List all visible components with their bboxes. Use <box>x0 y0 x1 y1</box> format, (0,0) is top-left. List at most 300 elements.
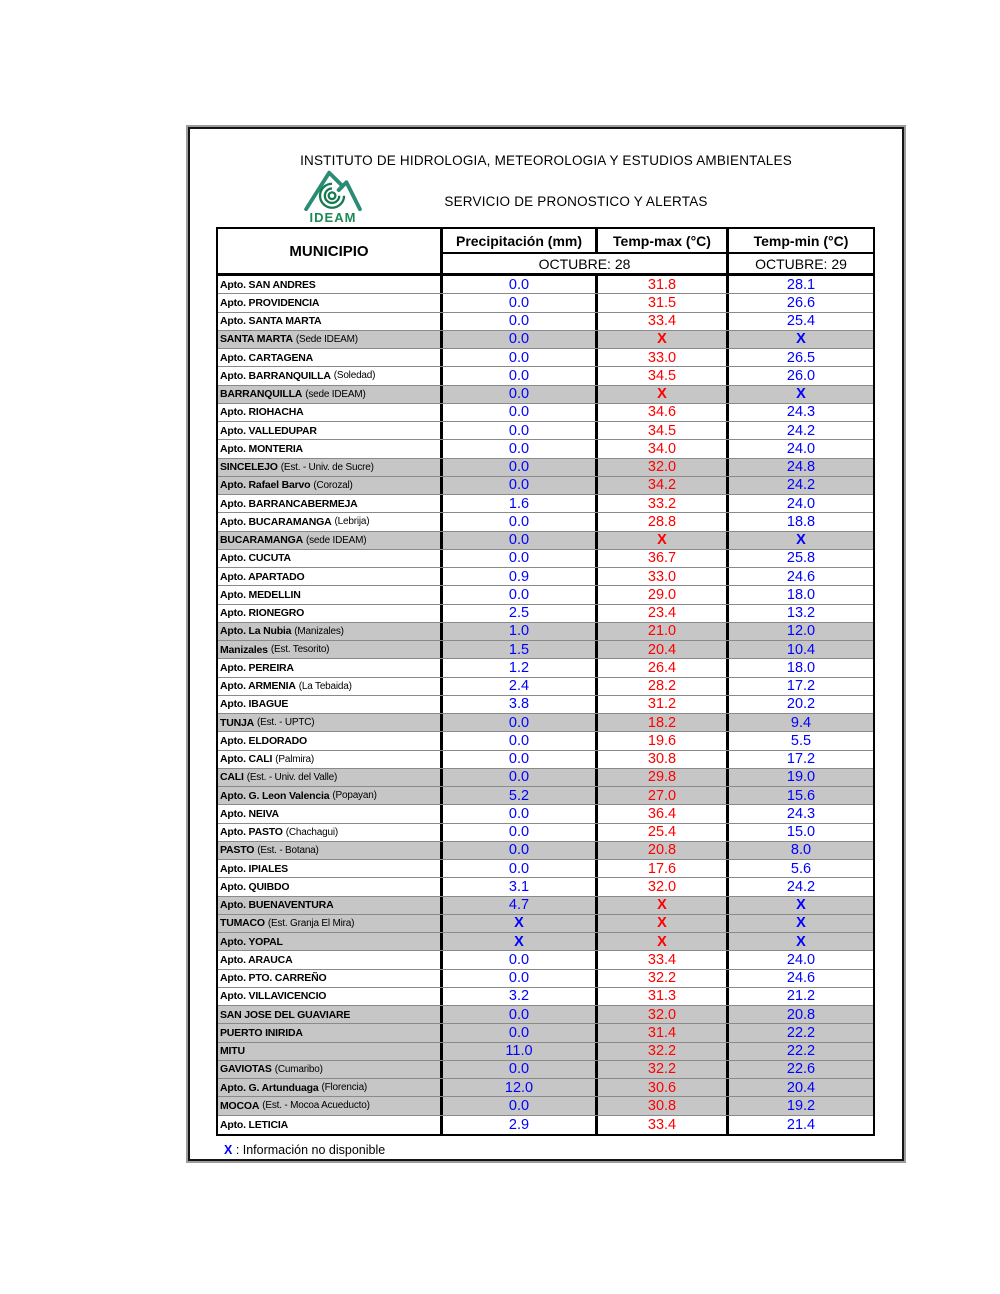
table-row <box>218 696 873 714</box>
municipio-cell <box>218 459 443 476</box>
table-row <box>218 605 873 623</box>
municipio-cell <box>218 641 443 658</box>
municipio-cell <box>218 513 443 530</box>
municipio-name: Apto. RIOHACHA <box>220 406 304 419</box>
tmin-value: 18.8 <box>786 513 816 530</box>
table-row <box>218 988 873 1006</box>
municipio-cell <box>218 970 443 987</box>
tmax-value: 32.2 <box>598 970 729 987</box>
table-row <box>218 951 873 969</box>
municipio-note: (Corozal) <box>313 479 353 491</box>
tmin-value: 20.4 <box>786 1079 816 1096</box>
municipio-cell <box>218 550 443 567</box>
tmin-value: 22.2 <box>786 1024 816 1041</box>
tmax-value: 30.8 <box>598 1097 729 1114</box>
table-row <box>218 1079 873 1097</box>
municipio-name: CALI <box>220 771 244 784</box>
table-row <box>218 276 873 294</box>
legend-text: : Información no disponible <box>232 1143 386 1157</box>
municipio-cell <box>218 842 443 859</box>
municipio-name: BUCARAMANGA <box>220 534 303 547</box>
date-header-octubre-29: OCTUBRE: 29 <box>755 255 847 272</box>
precip-value: 1.6 <box>443 495 598 512</box>
precip-value: 0.0 <box>443 276 598 293</box>
tmax-value: 27.0 <box>598 787 729 804</box>
tmin-value: 12.0 <box>786 623 816 640</box>
precip-value: 0.0 <box>443 386 598 403</box>
table-row <box>218 860 873 878</box>
tmin-value: 19.0 <box>786 769 816 786</box>
municipio-note: (Florencia) <box>321 1082 368 1094</box>
legend-x-symbol: X <box>224 1143 233 1157</box>
precip-value: 2.9 <box>443 1116 598 1134</box>
tmax-value: 34.5 <box>598 422 729 439</box>
table-row <box>218 970 873 988</box>
municipio-cell <box>218 440 443 457</box>
municipio-name: Apto. MONTERIA <box>220 442 303 455</box>
municipio-cell <box>218 897 443 914</box>
tmax-value: 25.4 <box>598 824 729 841</box>
precip-value: 0.0 <box>443 1061 598 1078</box>
tmin-value: 24.2 <box>786 422 816 439</box>
municipio-name: MITU <box>220 1045 245 1058</box>
municipio-name: Apto. NEIVA <box>220 807 279 820</box>
municipio-cell <box>218 404 443 421</box>
tmax-value: X <box>598 933 729 950</box>
municipio-cell <box>218 988 443 1005</box>
tmax-value: 31.4 <box>598 1024 729 1041</box>
municipio-cell <box>218 605 443 622</box>
tmin-value: 24.2 <box>786 878 816 895</box>
precip-value: 0.0 <box>443 532 598 549</box>
municipio-name: Apto. BUCARAMANGA <box>220 515 332 528</box>
precip-value: 0.0 <box>443 970 598 987</box>
tmin-value: 24.0 <box>786 440 816 457</box>
municipio-cell <box>218 294 443 311</box>
tmax-value: 18.2 <box>598 714 729 731</box>
table-row <box>218 915 873 933</box>
municipio-cell <box>218 568 443 585</box>
municipio-cell <box>218 331 443 348</box>
municipio-name: Apto. IBAGUE <box>220 698 289 711</box>
tmax-value: X <box>598 532 729 549</box>
tmax-value: 29.0 <box>598 586 729 603</box>
precip-value: 12.0 <box>443 1079 598 1096</box>
precip-value: 2.5 <box>443 605 598 622</box>
municipio-cell <box>218 276 443 293</box>
municipio-name: Apto. PEREIRA <box>220 661 294 674</box>
municipio-cell <box>218 532 443 549</box>
municipio-cell <box>218 860 443 877</box>
table-body <box>216 273 875 1136</box>
precip-value: 11.0 <box>443 1043 598 1060</box>
municipio-cell <box>218 751 443 768</box>
municipio-cell <box>218 586 443 603</box>
tmin-value: 24.0 <box>786 951 816 968</box>
tmin-value: 21.4 <box>786 1116 816 1133</box>
municipio-cell <box>218 495 443 512</box>
table-row <box>218 568 873 586</box>
tmin-value: 18.0 <box>786 659 816 676</box>
precip-value: 1.5 <box>443 641 598 658</box>
tmin-value: 5.5 <box>790 732 812 749</box>
precip-value: 3.2 <box>443 988 598 1005</box>
precip-value: 0.0 <box>443 769 598 786</box>
municipio-note: (sede IDEAM) <box>305 388 366 400</box>
municipio-name: Apto. Rafael Barvo <box>220 479 311 492</box>
municipio-cell <box>218 769 443 786</box>
forecast-table <box>216 227 875 1136</box>
institute-title: INSTITUTO DE HIDROLOGIA, METEOROLOGIA Y ESTUDIOS AMBIENTALES <box>300 153 792 168</box>
tmax-value: 32.0 <box>598 878 729 895</box>
precip-value: 0.9 <box>443 568 598 585</box>
tmin-value: 5.6 <box>790 860 812 877</box>
precip-value: 0.0 <box>443 367 598 384</box>
tmax-value: 32.2 <box>598 1061 729 1078</box>
table-row <box>218 897 873 915</box>
municipio-name: Apto. CARTAGENA <box>220 351 314 364</box>
municipio-cell <box>218 1116 443 1134</box>
tmin-value: X <box>796 915 806 932</box>
table-row <box>218 1024 873 1042</box>
municipio-note: (Sede IDEAM) <box>295 333 358 345</box>
tmax-value: 23.4 <box>598 605 729 622</box>
municipio-note: (Manizales) <box>294 625 344 637</box>
document-page <box>188 127 904 1161</box>
tmax-value: 19.6 <box>598 732 729 749</box>
tmin-value: 20.2 <box>786 696 816 713</box>
municipio-name: Apto. VALLEDUPAR <box>220 424 317 437</box>
tmin-value: 21.2 <box>786 988 816 1005</box>
precip-value: 3.1 <box>443 878 598 895</box>
tmin-value: 25.4 <box>786 313 816 330</box>
table-row <box>218 313 873 331</box>
municipio-name: Apto. SANTA MARTA <box>220 315 322 328</box>
precip-value: 0.0 <box>443 1097 598 1114</box>
tmax-value: 32.0 <box>598 459 729 476</box>
municipio-name: Apto. QUIBDO <box>220 880 290 893</box>
table-row <box>218 769 873 787</box>
tmin-value: 15.0 <box>786 824 816 841</box>
table-row <box>218 550 873 568</box>
tmin-value: 22.2 <box>786 1043 816 1060</box>
municipio-cell <box>218 696 443 713</box>
precip-value: 0.0 <box>443 1024 598 1041</box>
municipio-name: GAVIOTAS <box>220 1063 272 1076</box>
ideam-logo-text: IDEAM <box>309 210 357 225</box>
municipio-name: Apto. CALI <box>220 753 273 766</box>
tmax-value: 20.4 <box>598 641 729 658</box>
municipio-cell <box>218 349 443 366</box>
tmin-value: 17.2 <box>786 751 816 768</box>
municipio-cell <box>218 951 443 968</box>
precip-value: 0.0 <box>443 331 598 348</box>
municipio-name: Apto. SAN ANDRES <box>220 278 316 291</box>
municipio-name: Apto. ARAUCA <box>220 953 293 966</box>
precip-value: 0.0 <box>443 440 598 457</box>
municipio-cell <box>218 787 443 804</box>
precip-value: 0.0 <box>443 732 598 749</box>
table-row <box>218 349 873 367</box>
table-row <box>218 805 873 823</box>
tmax-value: 21.0 <box>598 623 729 640</box>
municipio-note: (Est. - Botana) <box>257 844 319 856</box>
precip-value: 0.0 <box>443 951 598 968</box>
tmax-value: 31.8 <box>598 276 729 293</box>
precip-value: 5.2 <box>443 787 598 804</box>
municipio-cell <box>218 1006 443 1023</box>
table-row <box>218 732 873 750</box>
municipio-cell <box>218 386 443 403</box>
table-row <box>218 1116 873 1134</box>
municipio-name: SANTA MARTA <box>220 333 293 346</box>
precip-value: 1.0 <box>443 623 598 640</box>
tmax-value: 34.6 <box>598 404 729 421</box>
table-row <box>218 678 873 696</box>
tmin-value: 26.5 <box>786 349 816 366</box>
municipio-name: Apto. RIONEGRO <box>220 607 305 620</box>
table-row <box>218 1097 873 1115</box>
tmax-value: X <box>598 331 729 348</box>
table-row <box>218 404 873 422</box>
table-row <box>218 440 873 458</box>
tmax-value: 32.2 <box>598 1043 729 1060</box>
tmin-value: 26.6 <box>786 294 816 311</box>
tmax-value: 31.3 <box>598 988 729 1005</box>
service-subtitle: SERVICIO DE PRONOSTICO Y ALERTAS <box>444 194 708 209</box>
tmax-value: 36.4 <box>598 805 729 822</box>
precip-value: 4.7 <box>443 897 598 914</box>
precip-value: 0.0 <box>443 422 598 439</box>
tmin-value: X <box>796 897 806 914</box>
municipio-cell <box>218 1061 443 1078</box>
tmax-value: 31.5 <box>598 294 729 311</box>
municipio-name: Apto. PTO. CARREÑO <box>220 972 327 985</box>
tmin-value: 24.0 <box>786 495 816 512</box>
municipio-name: Apto. PROVIDENCIA <box>220 296 320 309</box>
municipio-note: (Est. Granja El Mira) <box>267 917 355 929</box>
municipio-cell <box>218 878 443 895</box>
municipio-name: Apto. G. Artunduaga <box>220 1081 319 1094</box>
precip-value: 0.0 <box>443 294 598 311</box>
tmax-value: 33.0 <box>598 568 729 585</box>
municipio-cell <box>218 915 443 932</box>
municipio-name: Apto. VILLAVICENCIO <box>220 990 327 1003</box>
precip-value: 0.0 <box>443 751 598 768</box>
municipio-name: Manizales <box>220 643 268 656</box>
municipio-name: Apto. ARMENIA <box>220 680 296 693</box>
tmin-value: 25.8 <box>786 550 816 567</box>
date-header-octubre-28: OCTUBRE: 28 <box>443 254 729 273</box>
tmin-value: 9.4 <box>790 714 812 731</box>
municipio-name: BARRANQUILLA <box>220 388 303 401</box>
municipio-note: (Lebrija) <box>334 516 370 528</box>
tmin-value: 24.2 <box>786 477 816 494</box>
municipio-note: (Est. - Univ. de Sucre) <box>280 461 374 473</box>
municipio-cell <box>218 933 443 950</box>
tmax-value: 20.8 <box>598 842 729 859</box>
tmin-value: 10.4 <box>786 641 816 658</box>
tmax-value: 33.0 <box>598 349 729 366</box>
municipio-name: Apto. APARTADO <box>220 570 305 583</box>
tmin-value: X <box>796 532 806 549</box>
precip-value: 0.0 <box>443 459 598 476</box>
municipio-cell <box>218 714 443 731</box>
precip-value: 1.2 <box>443 659 598 676</box>
municipio-note: (Est. Tesorito) <box>270 644 330 656</box>
tmin-value: 24.6 <box>786 568 816 585</box>
municipio-name: SAN JOSE DEL GUAVIARE <box>220 1008 351 1021</box>
table-row <box>218 422 873 440</box>
tmin-value: X <box>796 331 806 348</box>
tmax-value: X <box>598 915 729 932</box>
table-header <box>216 227 875 273</box>
tmax-value: X <box>598 386 729 403</box>
table-row <box>218 842 873 860</box>
table-row <box>218 1043 873 1061</box>
municipio-note: (Est. - UPTC) <box>257 717 315 729</box>
tmax-value: 36.7 <box>598 550 729 567</box>
municipio-name: SINCELEJO <box>220 461 278 474</box>
table-row <box>218 294 873 312</box>
municipio-name: MOCOA <box>220 1099 260 1112</box>
precip-value: X <box>443 915 598 932</box>
municipio-cell <box>218 678 443 695</box>
precip-value: 0.0 <box>443 860 598 877</box>
municipio-name: Apto. MEDELLIN <box>220 588 301 601</box>
tmin-value: 18.0 <box>786 586 816 603</box>
tmax-value: 33.2 <box>598 495 729 512</box>
municipio-cell <box>218 805 443 822</box>
tmin-value: 24.8 <box>786 459 816 476</box>
municipio-cell <box>218 659 443 676</box>
table-row <box>218 751 873 769</box>
municipio-name: PASTO <box>220 844 255 857</box>
municipio-note: (Palmira) <box>275 753 315 765</box>
municipio-note: (Est. - Univ. del Valle) <box>246 771 338 783</box>
municipio-name: Apto. IPIALES <box>220 862 288 875</box>
table-row <box>218 933 873 951</box>
municipio-note: (Popayan) <box>332 790 377 802</box>
table-row <box>218 641 873 659</box>
legend-note <box>224 1143 385 1157</box>
tmax-value: 29.8 <box>598 769 729 786</box>
municipio-cell <box>218 1024 443 1041</box>
table-row <box>218 477 873 495</box>
table-row <box>218 659 873 677</box>
table-row <box>218 824 873 842</box>
municipio-note: (Soledad) <box>333 370 376 382</box>
tmax-value: 30.8 <box>598 751 729 768</box>
municipio-name: TUMACO <box>220 917 265 930</box>
municipio-note: (Chachagui) <box>285 826 339 838</box>
tmin-value: 15.6 <box>786 787 816 804</box>
municipio-cell <box>218 824 443 841</box>
municipio-name: PUERTO INIRIDA <box>220 1026 303 1039</box>
precip-value: 0.0 <box>443 586 598 603</box>
precip-value: 0.0 <box>443 842 598 859</box>
municipio-name: Apto. CUCUTA <box>220 552 291 565</box>
municipio-note: (Est. - Mocoa Acueducto) <box>262 1100 370 1112</box>
table-row <box>218 586 873 604</box>
table-row <box>218 495 873 513</box>
municipio-cell <box>218 1043 443 1060</box>
precip-value: 3.8 <box>443 696 598 713</box>
tmin-value: 17.2 <box>786 678 816 695</box>
municipio-note: (La Tebaida) <box>298 680 352 692</box>
precip-value: 0.0 <box>443 824 598 841</box>
tmax-value: 17.6 <box>598 860 729 877</box>
municipio-cell <box>218 623 443 640</box>
precip-value: 0.0 <box>443 404 598 421</box>
table-row <box>218 787 873 805</box>
table-row <box>218 459 873 477</box>
col-header-temp-max: Temp-max (°C) <box>598 229 729 254</box>
tmax-value: 28.2 <box>598 678 729 695</box>
table-row <box>218 1061 873 1079</box>
tmin-value: 19.2 <box>786 1097 816 1114</box>
tmax-value: 28.8 <box>598 513 729 530</box>
municipio-name: Apto. BARRANQUILLA <box>220 369 331 382</box>
tmin-value: 24.3 <box>786 404 816 421</box>
tmin-value: 8.0 <box>790 842 812 859</box>
col-header-temp-min: Temp-min (°C) <box>729 229 873 254</box>
municipio-name: Apto. G. Leon Valencia <box>220 789 330 802</box>
tmax-value: 31.2 <box>598 696 729 713</box>
tmin-value: 20.8 <box>786 1006 816 1023</box>
precip-value: 0.0 <box>443 714 598 731</box>
municipio-name: Apto. LETICIA <box>220 1118 288 1131</box>
precip-value: 0.0 <box>443 477 598 494</box>
tmin-value: X <box>796 933 806 950</box>
table-row <box>218 532 873 550</box>
tmax-value: 34.2 <box>598 477 729 494</box>
table-row <box>218 1006 873 1024</box>
tmin-value: 26.0 <box>786 367 816 384</box>
tmax-value: 33.4 <box>598 313 729 330</box>
municipio-name: Apto. La Nubia <box>220 625 292 638</box>
municipio-cell <box>218 732 443 749</box>
tmin-value: X <box>796 386 806 403</box>
tmax-value: 30.6 <box>598 1079 729 1096</box>
tmax-value: 33.4 <box>598 1116 729 1134</box>
tmin-value: 22.6 <box>786 1061 816 1078</box>
table-row <box>218 386 873 404</box>
tmin-value: 13.2 <box>786 605 816 622</box>
precip-value: 0.0 <box>443 805 598 822</box>
tmax-value: 34.5 <box>598 367 729 384</box>
municipio-cell <box>218 1079 443 1096</box>
municipio-cell <box>218 1097 443 1114</box>
precip-value: 0.0 <box>443 513 598 530</box>
table-row <box>218 878 873 896</box>
tmax-value: 32.0 <box>598 1006 729 1023</box>
municipio-name: Apto. BARRANCABERMEJA <box>220 497 358 510</box>
municipio-name: Apto. PASTO <box>220 826 283 839</box>
municipio-cell <box>218 313 443 330</box>
municipio-cell <box>218 367 443 384</box>
municipio-note: (Cumaribo) <box>274 1063 323 1075</box>
tmin-value: 28.1 <box>786 276 816 293</box>
precip-value: 2.4 <box>443 678 598 695</box>
municipio-cell <box>218 477 443 494</box>
municipio-cell <box>218 422 443 439</box>
table-row <box>218 623 873 641</box>
municipio-note: (sede IDEAM) <box>305 534 367 546</box>
precip-value: 0.0 <box>443 313 598 330</box>
municipio-name: Apto. ELDORADO <box>220 734 308 747</box>
table-row <box>218 714 873 732</box>
